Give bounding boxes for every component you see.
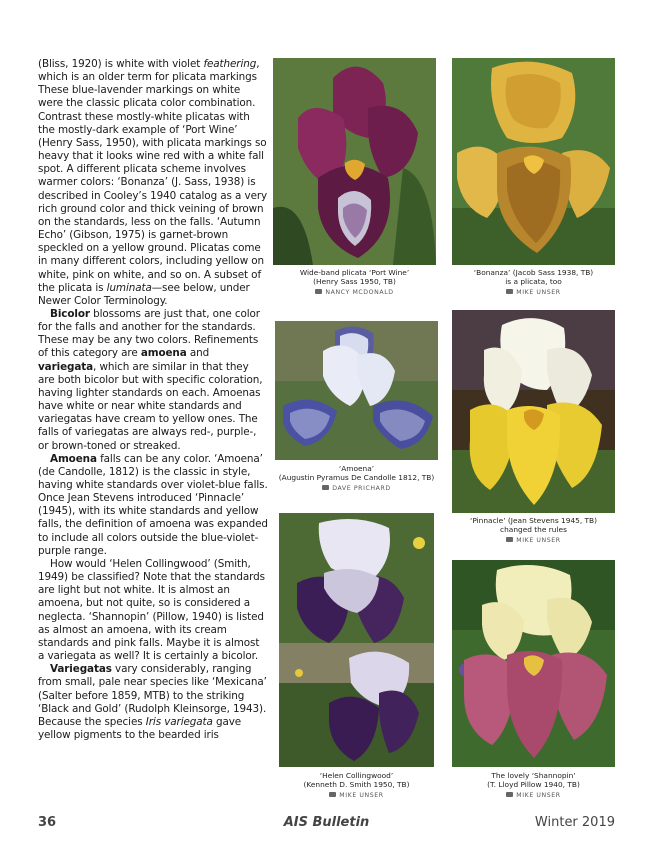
credit-name: DAVE PRICHARD (332, 485, 391, 493)
credit-name: MIKE UNSER (516, 537, 561, 545)
photo-bonanza (452, 58, 615, 265)
camera-icon (322, 485, 329, 490)
caption-text: changed the rules (500, 525, 567, 535)
bold-term: Variegatas (50, 663, 112, 676)
bold-term: Bicolor (50, 307, 90, 320)
camera-icon (329, 792, 336, 797)
bold-term: Amoena (50, 452, 97, 465)
issue-date: Winter 2019 (534, 815, 615, 830)
paragraph (38, 558, 268, 663)
photo-helen-collingwood (279, 513, 434, 767)
caption-pinnacle (452, 516, 615, 546)
text-run: vary considerably, ranging from small, pale near species like ‘Mexicana’ (Salter before 1859, MTB) to the striking ‘Black and Gold’ (Rudolph Kleinsorge, 1943). Because the species (38, 663, 267, 728)
text-run: (Bliss, 1920) is white with violet (38, 58, 204, 70)
text-run: —see below, under Newer Color Terminology. (38, 281, 250, 307)
bold-term: variegata (38, 360, 94, 373)
text-run: How would ‘Helen Collingwood’ (Smith, 1949) be classified? Note that the standards are light but not white. It is almost an amoena, but not quite, so is considered a neglecta. ‘Shannopin’ (Pillow, 1940) is listed as almost an amoena, with its cream standards and pink falls. Maybe it is almost a variegata as well? It is certainly a bicolor. (38, 557, 265, 663)
camera-icon (315, 289, 322, 294)
caption-text: (T. Lloyd Pillow 1940, TB) (487, 780, 580, 790)
caption-text: (Henry Sass 1950, TB) (313, 277, 396, 287)
text-run: blossoms are just that, one color for the falls and another for the standards. These may be any two colors. Refinements of this category are (38, 307, 260, 360)
camera-icon (506, 537, 513, 542)
publication-title: AIS Bulletin (283, 815, 370, 830)
caption-text: ‘Helen Collingwood’ (319, 771, 394, 780)
photo-credit (452, 536, 615, 545)
camera-icon (506, 289, 513, 294)
caption-text: is a plicata, too (505, 277, 562, 287)
caption-text: Wide-band plicata ‘Port Wine’ (299, 268, 410, 277)
caption-text: (Augustin Pyramus De Candolle 1812, TB) (278, 473, 435, 483)
caption-text: The lovely ‘Shannopin’ (491, 771, 576, 780)
photo-amoena (275, 321, 438, 460)
caption-amoena (275, 464, 438, 494)
caption-shannopin (452, 771, 615, 801)
caption-text: ‘Pinnacle’ (Jean Stevens 1945, TB) (469, 516, 598, 525)
caption-bonanza (452, 268, 615, 298)
bold-term: amoena (140, 347, 187, 360)
photo-pinnacle (452, 310, 615, 513)
credit-name: MIKE UNSER (516, 792, 561, 800)
photo-credit (273, 288, 436, 297)
text-run: gave yellow pigments to the bearded iris (38, 715, 242, 741)
photo-shannopin (452, 560, 615, 767)
caption-helen-collingwood (279, 771, 434, 801)
credit-name: NANCY MCDONALD (325, 289, 394, 297)
italic-term: Iris variegata (145, 715, 213, 728)
page-number: 36 (38, 815, 57, 830)
camera-icon (506, 792, 513, 797)
paragraph (38, 308, 268, 453)
credit-name: MIKE UNSER (516, 289, 561, 297)
text-run: , which is an older term for plicata markings These blue-lavender markings on white were the classic plicata color combination. Contrast these mostly-white plicatas with the mostly-dark example of ‘Port Wine’ (Henry Sass, 1950), with plicata markings so heavy that it looks wine red with a white fall spot. A different plicata scheme involves warmer colors: ‘Bonanza’ (J. Sass, 1938) is described in Cooley’s 1940 catalog as a very rich ground color and thick veining of brown on the standards, less on the falls. ‘Autumn Echo’ (Gibson, 1975) is garnet-brown speckled on a yellow ground. Plicatas come in many different colors, including yellow on white, pink on white, and so on. A subset of the plicata is (38, 58, 268, 294)
credit-name: MIKE UNSER (339, 792, 384, 800)
photo-port-wine (273, 58, 436, 265)
photo-credit (452, 288, 615, 297)
caption-text: ‘Bonanza’ (Jacob Sass 1938, TB) (473, 268, 594, 277)
italic-term: feathering (203, 58, 257, 70)
text-run: , which are similar in that they are both bicolor but with specific coloration, having lighter standards on each. Amoenas have white or near white standards and variegatas have cream to yellow ones. The falls of variegatas are always red-, purple-, or brown-toned or streaked. (38, 360, 263, 452)
italic-term: luminata (106, 281, 152, 294)
paragraph (38, 663, 268, 742)
text-run: falls can be any color. ‘Amoena’ (de Candolle, 1812) is the classic in style, having white standards over violet-blue falls. Once Jean Stevens introduced ‘Pinnacle’ (1945), with its white standards and yellow falls, the definition of amoena was expanded to include all colors outside the blue-violet-purple range. (38, 452, 268, 557)
photo-credit (452, 791, 615, 800)
photo-credit (275, 484, 438, 493)
photo-credit (279, 791, 434, 800)
page-footer (38, 815, 615, 833)
paragraph (38, 58, 268, 308)
caption-text: ‘Amoena’ (338, 464, 375, 473)
caption-text: (Kenneth D. Smith 1950, TB) (303, 780, 410, 790)
article-body (38, 58, 268, 742)
paragraph (38, 453, 268, 558)
caption-port-wine (273, 268, 436, 298)
text-run: and (186, 347, 210, 360)
